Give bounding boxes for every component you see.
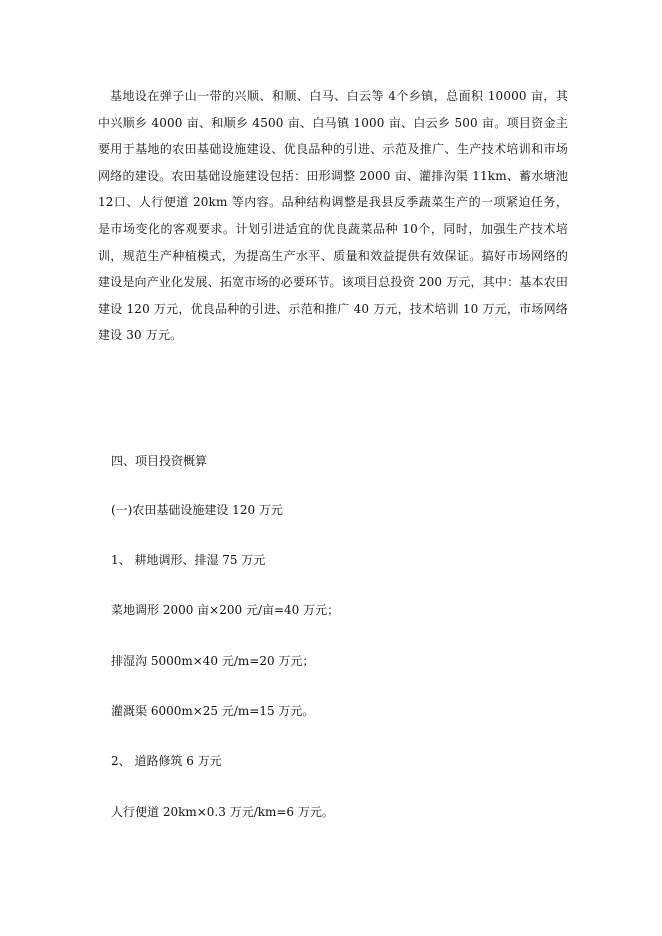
calculation-line-irrigation-canal: 灌溉渠 6000m×25 元/m=15 万元。 — [111, 704, 315, 718]
item-heading-land-leveling: 1、 耕地调形、排湿 75 万元 — [111, 553, 266, 567]
calculation-line-field-shaping: 菜地调形 2000 亩×200 元/亩=40 万元； — [111, 603, 340, 617]
item-heading-road-construction: 2、 道路修筑 6 万元 — [111, 754, 222, 768]
subsection-heading: (一)农田基础设施建设 120 万元 — [111, 503, 283, 517]
project-description-paragraph: 基地设在弹子山一带的兴顺、和顺、白马、白云等 4个乡镇，总面积 10000 亩，其中兴顺乡 4000 亩、和顺乡 4500 亩、白马镇 1000 亩、白云乡 500 亩。项目资金主要用于基地的农田基础设施建设、优良品种的引进、示范及推广、生产技术培训和市场网络的建设。农田基础设施建设包括：田形调整 2000 亩、灌排沟渠 11km、蓄水塘池 12口、人行便道 20km 等内容。品种结构调整是我县反季蔬菜生产的一项紧迫任务，是市场变化的客观要求。计划引进适宜的优良蔬菜品种 10个，同时，加强生产技术培训，规范生产种植模式，为提高生产水平、质量和效益提供有效保证。搞好市场网络的建设是向产业化发展、拓宽市场的必要环节。该项目总投资 200 万元，其中：基本农田建设 120 万元，优良品种的引进、示范和推广 40 万元，技术培训 10 万元，市场网络建设 30 万元。 — [98, 89, 568, 343]
calculation-line-drainage-ditch: 排湿沟 5000m×40 元/m=20 万元； — [111, 654, 315, 668]
calculation-line-footpath: 人行便道 20km×0.3 万元/km=6 万元。 — [111, 805, 334, 819]
section-title: 四、项目投资概算 — [111, 454, 208, 468]
